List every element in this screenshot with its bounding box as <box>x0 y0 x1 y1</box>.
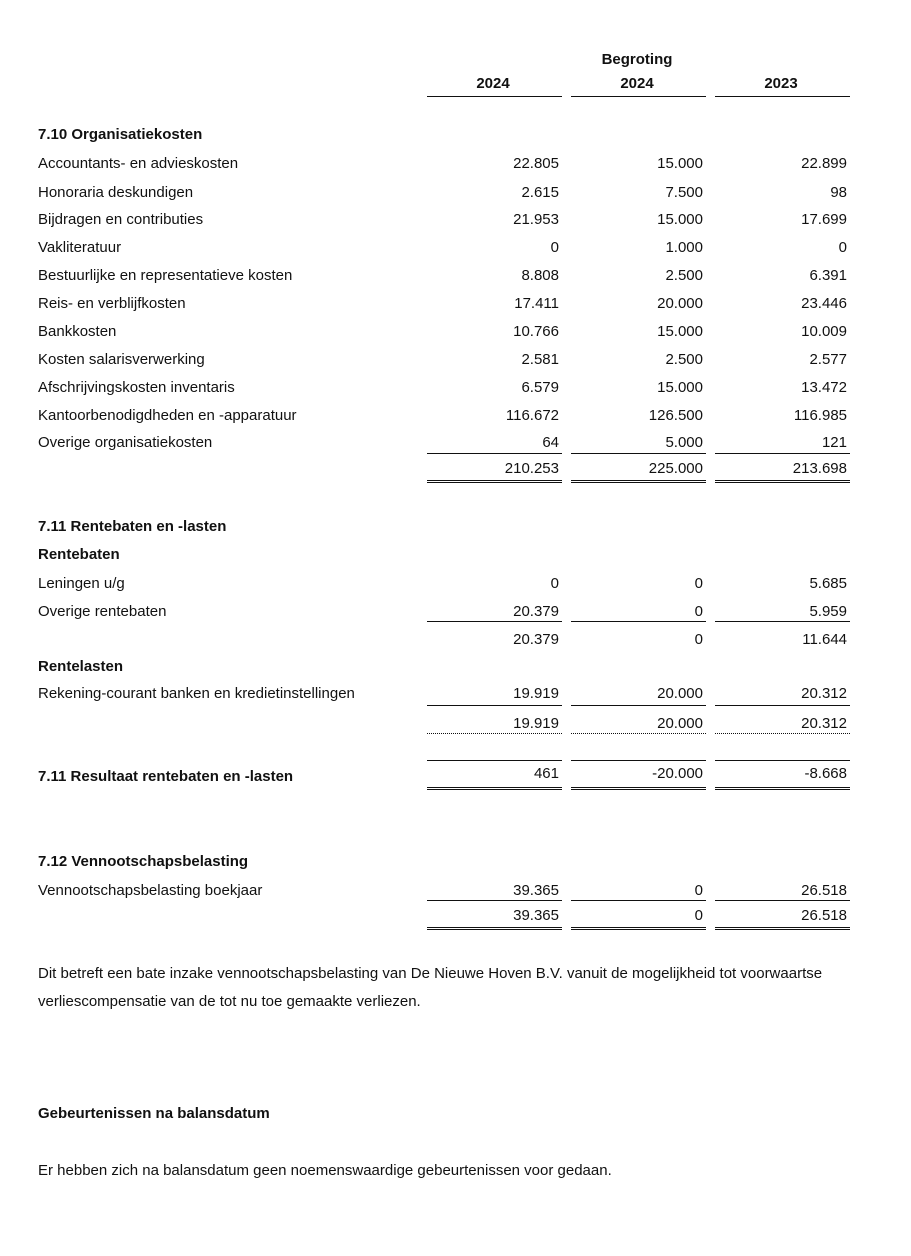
total-double-rule <box>427 480 562 483</box>
row-label: Bankkosten <box>38 323 117 340</box>
subtotal-rule <box>427 900 562 901</box>
row-value: 0 <box>550 239 559 256</box>
header-col-2024-budget: 2024 <box>620 75 654 92</box>
row-label: Bestuurlijke en representatieve kosten <box>38 267 293 284</box>
subtotal-value: 0 <box>694 631 703 648</box>
vpb-note: Dit betreft een bate inzake vennootschapsbelasting van De Nieuwe Hoven B.V. vanuit de mogelijkheid tot voorwaartse verliescompensatie van de tot nu toe gemaakte verliezen. <box>38 965 823 1010</box>
row-value: 5.000 <box>665 434 703 451</box>
subtotal-rule <box>715 453 850 454</box>
row-label: Reis- en verblijfkosten <box>38 295 186 312</box>
row-label: Vennootschapsbelasting boekjaar <box>38 882 263 899</box>
row-value: 64 <box>542 434 559 451</box>
row-value: 20.000 <box>657 685 703 702</box>
result-value: -8.668 <box>804 765 847 782</box>
header-col-2023: 2023 <box>764 75 798 92</box>
total-value: 0 <box>694 907 703 924</box>
section-title-gebeurtenissen: Gebeurtenissen na balansdatum <box>38 1105 270 1122</box>
subtotal-rule <box>427 453 562 454</box>
total-double-rule <box>715 927 850 930</box>
row-value: 26.518 <box>801 882 847 899</box>
row-value: 0 <box>694 603 703 620</box>
row-value: 23.446 <box>801 295 847 312</box>
total-double-rule <box>427 927 562 930</box>
subtotal-value: 19.919 <box>513 715 559 732</box>
total-value: 39.365 <box>513 907 559 924</box>
subtotal-value: 11.644 <box>802 631 847 648</box>
row-value: 0 <box>694 882 703 899</box>
subtotal-rule <box>571 453 706 454</box>
row-value: 98 <box>830 184 847 201</box>
row-value: 21.953 <box>513 211 559 228</box>
row-value: 15.000 <box>657 211 703 228</box>
row-value: 10.009 <box>801 323 847 340</box>
row-value: 5.959 <box>809 603 847 620</box>
header-col-2024-actual: 2024 <box>476 75 510 92</box>
row-value: 0 <box>550 575 559 592</box>
row-value: 22.899 <box>801 155 847 172</box>
total-value: 225.000 <box>648 460 703 477</box>
total-value: 26.518 <box>801 907 847 924</box>
row-value: 39.365 <box>513 882 559 899</box>
subtotal-value: 20.379 <box>513 631 559 648</box>
row-label: Vakliteratuur <box>38 239 122 256</box>
total-double-rule <box>571 480 706 483</box>
subtotal-rule <box>715 705 850 706</box>
subtotal-value: 20.312 <box>801 715 847 732</box>
result-rule <box>715 760 850 761</box>
total-double-rule <box>715 480 850 483</box>
result-value: -20.000 <box>652 765 703 782</box>
subsection-title-rentebaten: Rentebaten <box>38 546 120 563</box>
row-value: 2.581 <box>521 351 559 368</box>
row-value: 22.805 <box>513 155 559 172</box>
row-value: 6.579 <box>521 379 559 396</box>
row-value: 20.312 <box>801 685 847 702</box>
row-value: 1.000 <box>665 239 703 256</box>
row-value: 116.672 <box>505 407 559 424</box>
row-value: 17.411 <box>514 295 559 312</box>
row-label: Accountants- en advieskosten <box>38 155 239 172</box>
total-double-rule <box>571 927 706 930</box>
subtotal-rule <box>715 621 850 622</box>
row-label: Kosten salarisverwerking <box>38 351 205 368</box>
row-value: 17.699 <box>801 211 847 228</box>
row-value: 19.919 <box>513 685 559 702</box>
row-value: 126.500 <box>648 407 703 424</box>
result-value: 461 <box>533 765 559 782</box>
row-value: 2.577 <box>809 351 847 368</box>
section-title-organisatiekosten: 7.10 Organisatiekosten <box>38 126 203 143</box>
result-rule <box>571 760 706 761</box>
row-value: 8.808 <box>521 267 559 284</box>
row-value: 0 <box>694 575 703 592</box>
row-value: 13.472 <box>801 379 847 396</box>
total-double-rule <box>715 787 850 790</box>
row-label: Bijdragen en contributies <box>38 211 204 228</box>
subtotal-rule <box>427 621 562 622</box>
subtotal-rule <box>571 900 706 901</box>
row-value: 20.000 <box>657 295 703 312</box>
header-begroting: Begroting <box>601 51 673 68</box>
row-value: 2.500 <box>665 351 703 368</box>
subtotal-rule <box>715 900 850 901</box>
row-label: Overige organisatiekosten <box>38 434 213 451</box>
subtotal-value: 20.000 <box>657 715 703 732</box>
row-label: Kantoorbenodigdheden en -apparatuur <box>38 407 297 424</box>
result-rule <box>427 760 562 761</box>
dotted-rule <box>715 733 850 734</box>
row-label: Rekening-courant banken en kredietinstellingen <box>38 685 355 702</box>
row-value: 2.500 <box>665 267 703 284</box>
total-value: 210.253 <box>504 460 559 477</box>
row-label: Afschrijvingskosten inventaris <box>38 379 235 396</box>
row-label: Honoraria deskundigen <box>38 184 194 201</box>
dotted-rule <box>571 733 706 734</box>
total-double-rule <box>427 787 562 790</box>
row-value: 121 <box>821 434 847 451</box>
subtotal-rule <box>427 705 562 706</box>
header-rule <box>427 96 562 97</box>
header-rule <box>571 96 706 97</box>
row-value: 116.985 <box>793 407 847 424</box>
result-label: 7.11 Resultaat rentebaten en -lasten <box>38 768 294 785</box>
row-value: 10.766 <box>513 323 559 340</box>
row-label: Overige rentebaten <box>38 603 167 620</box>
row-value: 20.379 <box>513 603 559 620</box>
section-title-rente: 7.11 Rentebaten en -lasten <box>38 518 227 535</box>
events-text: Er hebben zich na balansdatum geen noemenswaardige gebeurtenissen voor gedaan. <box>38 1162 612 1179</box>
dotted-rule <box>427 733 562 734</box>
header-rule <box>715 96 850 97</box>
row-value: 5.685 <box>809 575 847 592</box>
subtotal-rule <box>571 621 706 622</box>
row-value: 15.000 <box>657 155 703 172</box>
row-value: 0 <box>838 239 847 256</box>
total-value: 213.698 <box>792 460 847 477</box>
section-title-vennootschapsbelasting: 7.12 Vennootschapsbelasting <box>38 853 249 870</box>
row-value: 6.391 <box>809 267 847 284</box>
row-label: Leningen u/g <box>38 575 125 592</box>
row-value: 2.615 <box>521 184 559 201</box>
row-value: 7.500 <box>665 184 703 201</box>
total-double-rule <box>571 787 706 790</box>
subsection-title-rentelasten: Rentelasten <box>38 658 124 675</box>
subtotal-rule <box>571 705 706 706</box>
row-value: 15.000 <box>657 323 703 340</box>
row-value: 15.000 <box>657 379 703 396</box>
